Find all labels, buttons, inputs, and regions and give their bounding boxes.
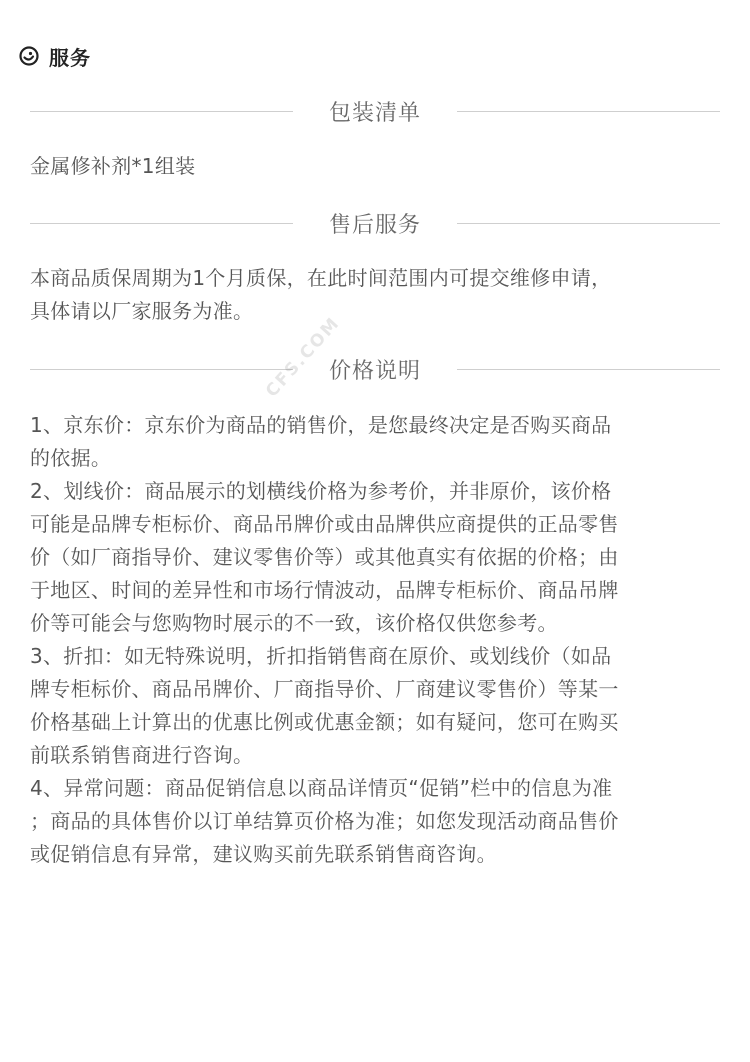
after-sales-title: 售后服务 [329, 212, 422, 238]
price-notes-divider [30, 351, 720, 387]
price-note-line: 的依据。 [30, 446, 112, 470]
divider-line-right [457, 223, 720, 224]
price-note-line: 或促销信息有异常，建议购买前先联系销售商咨询。 [30, 842, 497, 866]
divider-line-left [30, 111, 293, 112]
divider-line-right [457, 111, 720, 112]
price-notes-content [30, 409, 720, 871]
after-sales-divider [30, 205, 720, 241]
packing-list-divider [30, 93, 720, 129]
price-note-line: 可能是品牌专柜标价、商品吊牌价或由品牌供应商提供的正品零售 [30, 512, 619, 536]
price-note-line: 3、折扣：如无特殊说明，折扣指销售商在原价、或划线价（如品 [30, 644, 612, 668]
price-note-line: 前联系销售商进行咨询。 [30, 743, 254, 767]
price-notes-title: 价格说明 [329, 358, 422, 384]
service-header [18, 40, 91, 72]
price-note-line: 于地区、时间的差异性和市场行情波动，品牌专柜标价、商品吊牌 [30, 578, 619, 602]
divider-line-left [30, 223, 293, 224]
divider-line-right [457, 369, 720, 370]
price-note-line: 牌专柜标价、商品吊牌价、厂商指导价、厂商建议零售价）等某一 [30, 677, 619, 701]
service-title: 服务 [49, 45, 91, 70]
price-note-line: 价格基础上计算出的优惠比例或优惠金额；如有疑问，您可在购买 [30, 710, 619, 734]
price-note-line: 1、京东价：京东价为商品的销售价，是您最终决定是否购买商品 [30, 413, 612, 437]
price-note-line: 4、异常问题：商品促销信息以商品详情页“促销”栏中的信息为准 [30, 776, 613, 800]
divider-line-left [30, 369, 293, 370]
after-sales-line: 具体请以厂家服务为准。 [30, 299, 254, 323]
service-icon [18, 45, 40, 67]
after-sales-content [30, 262, 720, 328]
price-note-line: 价（如厂商指导价、建议零售价等）或其他真实有依据的价格；由 [30, 545, 619, 569]
price-note-line: 2、划线价：商品展示的划横线价格为参考价，并非原价，该价格 [30, 479, 612, 503]
packing-list-title: 包装清单 [329, 100, 422, 126]
price-note-line: 价等可能会与您购物时展示的不一致，该价格仅供您参考。 [30, 611, 558, 635]
price-note-line: ；商品的具体售价以订单结算页价格为准；如您发现活动商品售价 [30, 809, 619, 833]
packing-list-item: 金属修补剂*1组装 [30, 154, 196, 178]
watermark-text: CFS.COM [262, 313, 345, 402]
packing-list-content [30, 150, 720, 183]
after-sales-line: 本商品质保周期为1个月质保，在此时间范围内可提交维修申请， [30, 266, 612, 290]
